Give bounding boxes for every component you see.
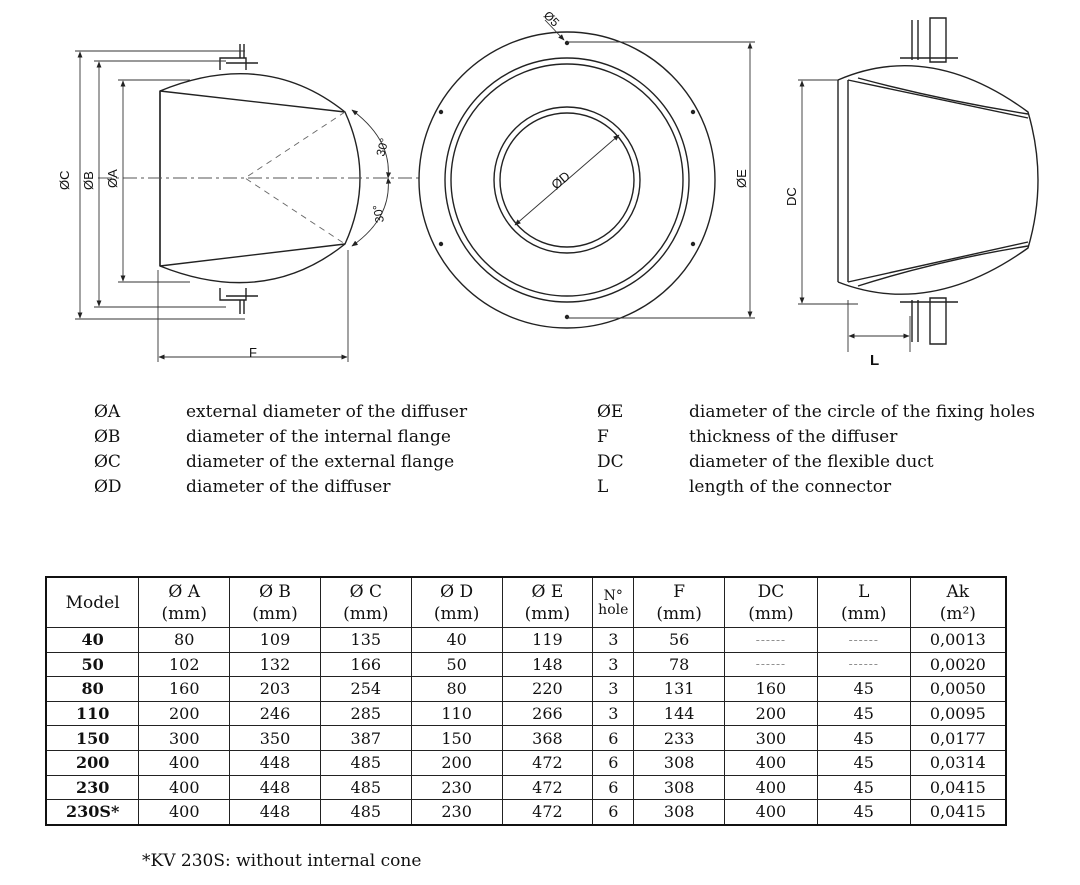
table-cell: 308 [634,775,725,800]
table-cell: 203 [230,677,321,702]
table-cell: 80 [139,628,230,653]
table-cell: 485 [320,775,411,800]
column-header-unit: (mm) [343,603,389,624]
table-cell: 3 [593,628,634,653]
model-cell: 150 [46,726,139,751]
table-row [46,677,1006,702]
column-header-unit: (mm) [840,603,887,624]
label-dc: DC [784,187,799,206]
table-cell: 400 [139,750,230,775]
table-cell: 0,0050 [910,677,1006,702]
column-header [230,577,321,628]
column-header [502,577,593,628]
table-cell: 200 [411,750,502,775]
column-header [817,577,910,628]
table-cell: 308 [634,800,725,825]
side-view-drawing [57,44,420,362]
table-row [46,628,1006,653]
table-cell: 45 [817,677,910,702]
table-cell: 56 [634,628,725,653]
column-header-unit: (mm) [161,603,207,624]
legend-item [597,475,1035,500]
table-row [46,750,1006,775]
label-e: ØE [734,169,749,188]
column-header [910,577,1006,628]
table-cell: 50 [411,652,502,677]
table-cell: 45 [817,701,910,726]
table-cell: 6 [593,775,634,800]
model-cell: 50 [46,652,139,677]
legend-item [597,450,1035,475]
label-l: L [870,352,880,369]
table-cell: ------ [817,628,910,653]
table-cell: 308 [634,750,725,775]
table-cell: 472 [502,775,593,800]
table-cell: 119 [502,628,593,653]
table-cell: 45 [817,726,910,751]
column-header-title: Ø C [349,581,382,602]
legend-symbol: ØA [94,402,121,422]
column-header [725,577,818,628]
specification-table [45,576,1007,826]
table-cell: 78 [634,652,725,677]
legend-text: external diameter of the diffuser [186,402,468,422]
table-cell: 45 [817,775,910,800]
column-header-unit: (mm) [524,603,571,624]
column-header-title: Model [65,592,120,613]
connector-view-drawing [784,18,1038,369]
legend-text: diameter of the circle of the fixing holes [689,402,1035,422]
table-cell: 448 [230,750,321,775]
table-row [46,775,1006,800]
legend-text: thickness of the diffuser [689,427,898,447]
table-cell: 300 [725,726,818,751]
table-cell: 6 [593,750,634,775]
column-header-unit: (mm) [252,603,298,624]
table-cell: 0,0020 [910,652,1006,677]
table-cell: 132 [230,652,321,677]
table-cell: 448 [230,800,321,825]
column-header-title: Ø A [168,581,201,602]
legend-item [94,450,467,475]
table-cell: 266 [502,701,593,726]
footnote: *KV 230S: without internal cone [142,851,422,871]
technical-drawings [0,0,1080,390]
column-header-unit: (mm) [748,603,794,624]
table-cell: 150 [411,726,502,751]
column-header-title: DC [757,581,785,602]
legend-text: diameter of the internal flange [186,427,451,447]
column-header-title: Ø D [440,581,474,602]
table-cell: 160 [139,677,230,702]
table-cell: 144 [634,701,725,726]
table-cell: 400 [725,750,818,775]
table-cell: 0,0095 [910,701,1006,726]
model-cell: 40 [46,628,139,653]
table-cell: 368 [502,726,593,751]
table-cell: 448 [230,775,321,800]
model-cell: 230S* [46,800,139,825]
table-cell: 387 [320,726,411,751]
column-header-title: F [673,581,686,602]
table-cell: ------ [725,652,818,677]
label-b: ØB [81,171,96,190]
legend-item [597,400,1035,425]
column-header-title: Ak [946,581,970,602]
table-cell: 148 [502,652,593,677]
label-d: ØD [548,168,573,193]
table-cell: 131 [634,677,725,702]
column-header-unit: (mm) [433,603,480,624]
legend-item [597,425,1035,450]
table-cell: 254 [320,677,411,702]
model-cell: 200 [46,750,139,775]
table-cell: 160 [725,677,818,702]
table-cell: 80 [411,677,502,702]
table-cell: 485 [320,800,411,825]
model-cell: 110 [46,701,139,726]
legend-symbol: ØC [94,452,121,472]
table-cell: 200 [139,701,230,726]
table-cell: 110 [411,701,502,726]
table-cell: 246 [230,701,321,726]
legend-text: diameter of the diffuser [186,477,391,497]
table-row [46,652,1006,677]
column-header-unit: (m²) [939,603,976,624]
table-cell: 300 [139,726,230,751]
label-hole: Ø5 [540,8,563,30]
table-cell: 45 [817,750,910,775]
table-cell: 350 [230,726,321,751]
legend-symbol: F [597,427,609,447]
table-cell: 400 [139,775,230,800]
column-header [46,577,139,628]
column-header [634,577,725,628]
column-header [320,577,411,628]
table-cell: 230 [411,775,502,800]
table-cell: 6 [593,726,634,751]
table-row [46,726,1006,751]
column-header-unit: (mm) [656,603,702,624]
table-cell: 400 [725,800,818,825]
legend-text: length of the connector [689,477,892,497]
table-cell: 472 [502,800,593,825]
legend-symbol: DC [597,452,624,472]
legend-symbol: ØB [94,427,121,447]
column-header-unit: hole [598,601,629,618]
table-cell: ------ [817,652,910,677]
legend-item [94,425,467,450]
table-body [46,628,1006,825]
table-cell: 400 [725,775,818,800]
legend-symbol: ØE [597,402,624,422]
table-cell: 109 [230,628,321,653]
table-header-row [46,577,1006,628]
table-row [46,701,1006,726]
table-cell: 3 [593,677,634,702]
table-cell: 0,0013 [910,628,1006,653]
legend-item [94,475,467,500]
table-cell: 230 [411,800,502,825]
legend-text: diameter of the flexible duct [689,452,934,472]
table-cell: 0,0415 [910,775,1006,800]
column-header-title: N° [603,587,623,604]
table-cell: 0,0314 [910,750,1006,775]
table-cell: 6 [593,800,634,825]
column-header [593,577,634,628]
table-cell: 485 [320,750,411,775]
label-angle-top: 30° [373,136,392,158]
table-cell: 233 [634,726,725,751]
table-cell: 220 [502,677,593,702]
table-cell: 102 [139,652,230,677]
column-header-title: Ø E [531,581,564,602]
table-cell: 472 [502,750,593,775]
column-header [139,577,230,628]
front-view-drawing [419,8,755,328]
legend-symbol: L [597,477,609,497]
legend-item [94,400,467,425]
table-row [46,800,1006,825]
label-c: ØC [57,170,72,190]
model-cell: 230 [46,775,139,800]
table-cell: 45 [817,800,910,825]
label-a: ØA [105,169,120,188]
table-cell: 166 [320,652,411,677]
table-cell: 0,0415 [910,800,1006,825]
table-cell: 200 [725,701,818,726]
column-header-title: Ø B [259,581,291,602]
legend-symbol: ØD [94,477,122,497]
table-cell: 0,0177 [910,726,1006,751]
label-f: F [249,345,257,360]
table-cell: 400 [139,800,230,825]
table-cell: 40 [411,628,502,653]
legend-left [94,400,467,500]
table-cell: ------ [725,628,818,653]
table-cell: 3 [593,652,634,677]
model-cell: 80 [46,677,139,702]
column-header-title: L [858,581,870,602]
table-cell: 135 [320,628,411,653]
table-cell: 285 [320,701,411,726]
label-angle-bottom: 30° [370,203,387,224]
legend-text: diameter of the external flange [186,452,455,472]
legend-right [597,400,1035,500]
column-header [411,577,502,628]
table-cell: 3 [593,701,634,726]
